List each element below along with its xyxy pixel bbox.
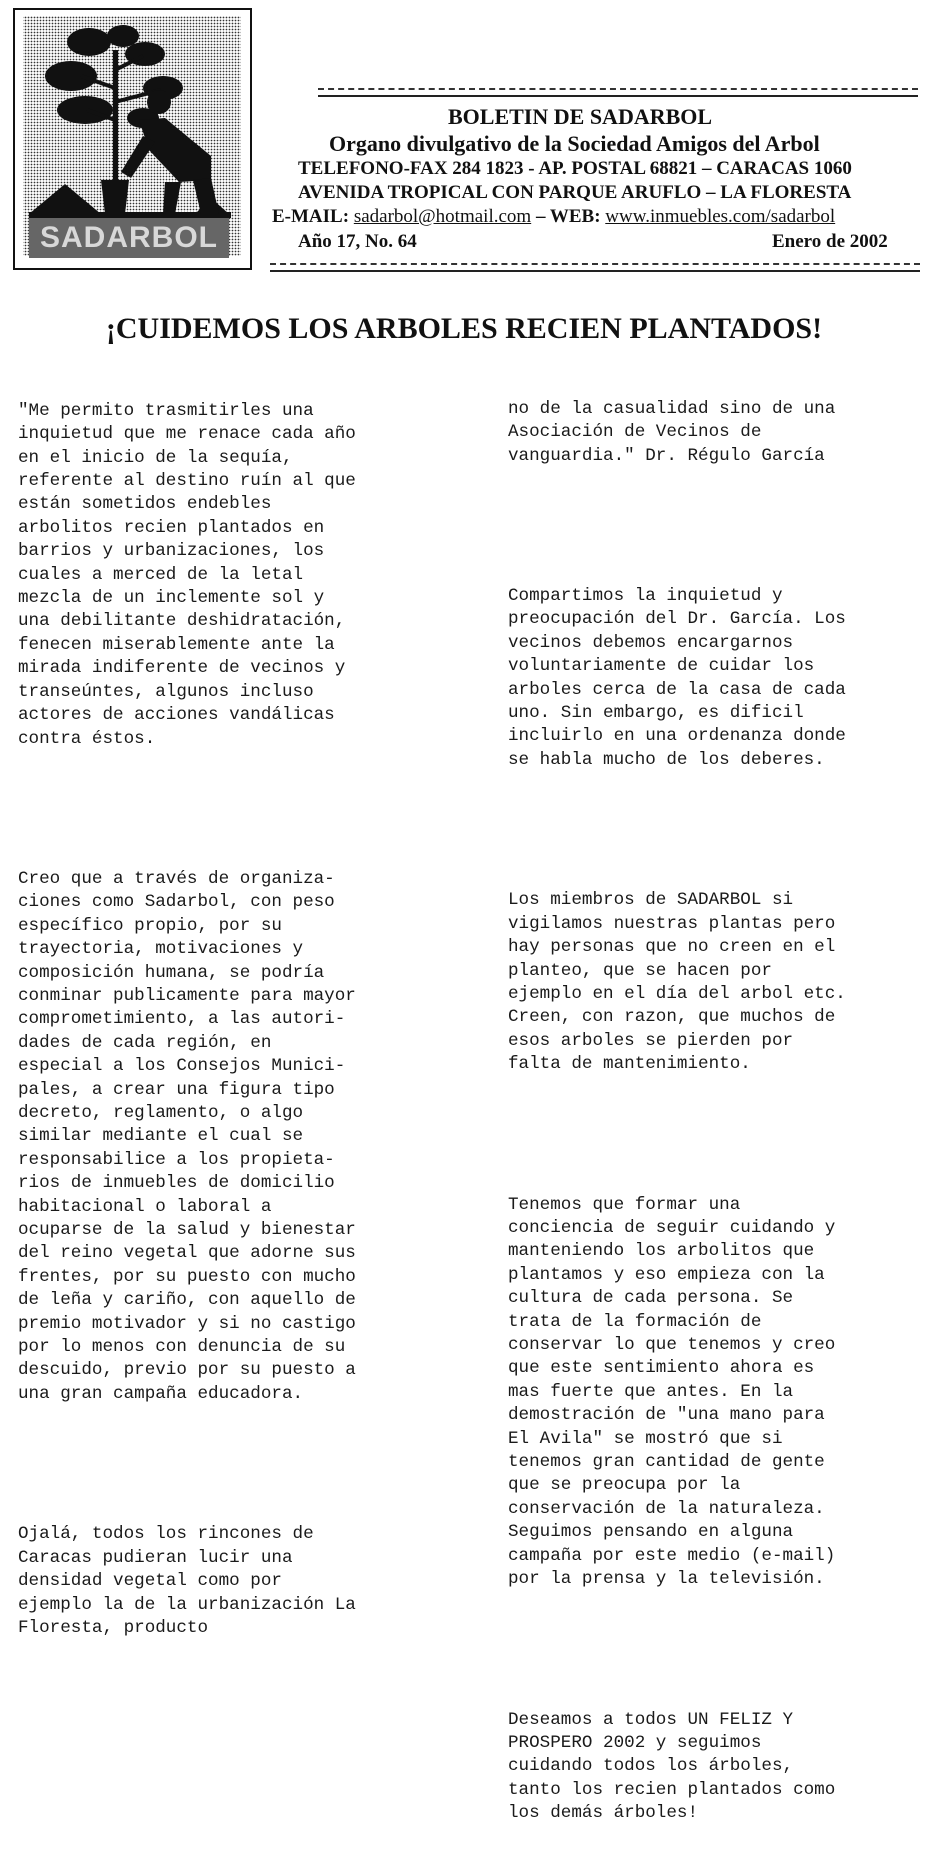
- right-paragraph: no de la casualidad sino de una Asociación de Vecinos de vanguardia." Dr. Régulo García: [508, 398, 836, 466]
- left-paragraph: Creo que a través de organiza- ciones como Sadarbol, con peso específico propio, por su trayectoria, motivaciones y composición humana, se podría conminar publicamente para mayor comprometimiento, a las autori- dades de cada región, en especial a los Consejos Munici- pales, a crear una figura tipo decreto, reglamento, o algo similar mediante el cual se responsabilice a los propieta- rios de inmuebles de domicilio habitacional o laboral a ocuparse de la salud y bienestar del reino vegetal que adorne sus frentes, por su puesto con mucho de leña y cariño, con aquello de premio motivador y si no castigo por lo menos con denuncia de su descuido, previo por su puesto a una gran campaña educadora.: [18, 868, 356, 1404]
- right-column: [508, 351, 846, 1849]
- web-label: – WEB:: [535, 206, 601, 227]
- contact-phone-line: TELEFONO-FAX 284 1823 - AP. POSTAL 68821 – CARACAS 1060: [298, 158, 852, 179]
- newsletter-subtitle: Organo divulgativo de la Sociedad Amigos del Arbol: [329, 131, 820, 156]
- issue-number: Año 17, No. 64: [298, 231, 417, 252]
- right-paragraph: Compartimos la inquietud y preocupación del Dr. García. Los vecinos debemos encargarnos voluntariamente de cuidar los arboles cerca de la casa de cada uno. Sin embargo, es dificil incluirlo en una ordenanza donde se habla mucho de los deberes.: [508, 586, 846, 770]
- right-paragraph: Los miembros de SADARBOL si vigilamos nuestras plantas pero hay personas que no creen en el planteo, que se hacen por ejemplo en el día del arbol etc. Creen, con razon, que muchos de esos arboles se pierden por falta de mantenimiento.: [508, 890, 846, 1075]
- header-rule-top-2: [318, 95, 918, 97]
- email-label: E-MAIL:: [272, 206, 350, 227]
- right-paragraph: Deseamos a todos UN FELIZ Y PROSPERO 2002 y seguimos cuidando todos los árboles, tanto los recien plantados como los demás árboles!: [508, 1709, 836, 1824]
- left-column: [18, 353, 356, 1664]
- right-paragraph: Tenemos que formar una conciencia de seguir cuidando y manteniendo los arbolitos que plantamos y eso empieza con la cultura de cada persona. Se trata de la formación de conservar lo que tenemos y creo que este sentimiento ahora es mas fuerte que antes. En la demostración de "una mano para El Avila" se mostró que si tenemos gran cantidad de gente que se preocupa por la conservación de la naturaleza. Seguimos pensando en alguna campaña por este medio (e-mail) por la prensa y la televisión.: [508, 1194, 836, 1590]
- email-link[interactable]: sadarbol@hotmail.com: [353, 206, 532, 227]
- header-rule-top: [318, 88, 918, 90]
- sadarbol-logo: [13, 8, 252, 270]
- web-link[interactable]: www.inmuebles.com/sadarbol: [605, 206, 836, 227]
- header-rule-bottom-2: [270, 270, 920, 272]
- issue-date: Enero de 2002: [772, 231, 888, 252]
- address-line: AVENIDA TROPICAL CON PARQUE ARUFLO – LA FLORESTA: [298, 182, 852, 203]
- header-rule-bottom: [270, 263, 920, 265]
- article-title: ¡CUIDEMOS LOS ARBOLES RECIEN PLANTADOS!: [105, 312, 823, 345]
- logo-text: SADARBOL: [29, 218, 229, 258]
- email-web-line: [272, 206, 835, 228]
- newsletter-title: BOLETIN DE SADARBOL: [448, 104, 713, 129]
- left-paragraph: "Me permito trasmitirles una inquietud que me renace cada año en el inicio de la sequía, referente al destino ruín al que están sometidos endebles arbolitos recien plantados en barrios y urbanizaciones, los cuales a merced de la letal mezcla de un inclemente sol y una debilitante deshidratación, fenecen miserablemente ante la mirada indiferente de vecinos y transeúntes, algunos incluso actores de acciones vandálicas contra éstos.: [18, 400, 356, 749]
- left-paragraph: Ojalá, todos los rincones de Caracas pudieran lucir una densidad vegetal como por ejemplo la de la urbanización La Floresta, producto: [18, 1524, 356, 1638]
